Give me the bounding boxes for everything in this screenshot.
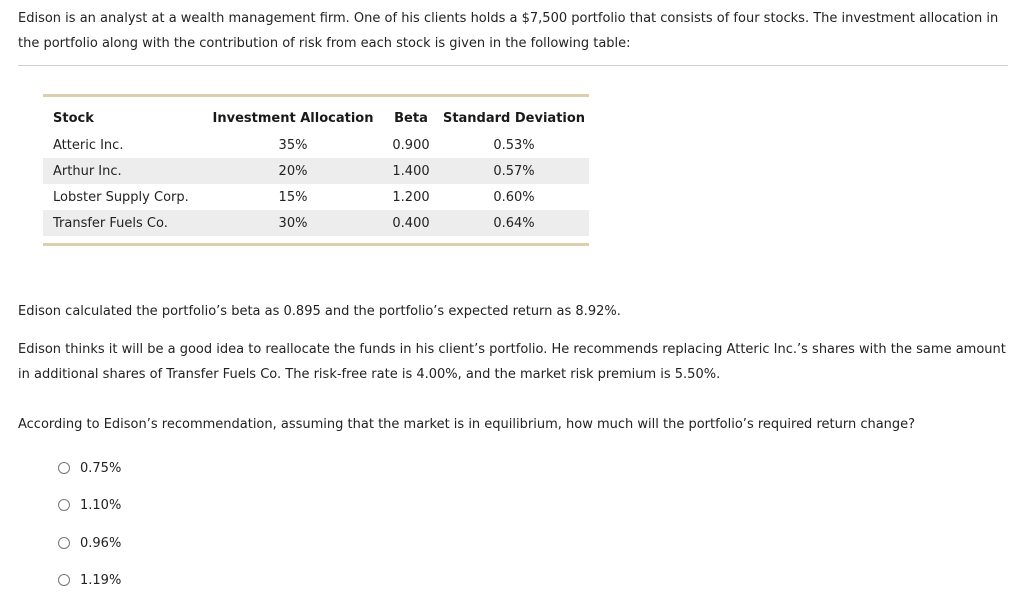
- answer-option[interactable]: [58, 495, 121, 515]
- cell-stock: Transfer Fuels Co.: [43, 210, 203, 236]
- answer-option[interactable]: [58, 570, 121, 590]
- cell-standard-deviation: 0.60%: [493, 189, 535, 205]
- cell-beta: 0.900: [392, 137, 430, 153]
- table-row: [43, 158, 589, 184]
- header-stock: Stock: [53, 110, 94, 126]
- radio-button[interactable]: [58, 574, 70, 586]
- cell-standard-deviation: 0.64%: [439, 210, 589, 236]
- intro-paragraph: Edison is an analyst at a wealth management firm. One of his clients holds a $7,500 portfolio that consists of four stocks. The investment allocation in the portfolio along with the contribution of risk from each stock is given in the following table:: [18, 11, 999, 51]
- cell-stock: Atteric Inc.: [53, 137, 124, 153]
- answer-option[interactable]: [58, 458, 121, 478]
- cell-beta: 1.400: [383, 158, 439, 184]
- cell-stock: Arthur Inc.: [43, 158, 203, 184]
- divider: [18, 65, 1008, 66]
- cell-allocation: 35%: [278, 137, 308, 153]
- answer-option[interactable]: [58, 533, 121, 553]
- portfolio-table: [43, 104, 589, 236]
- radio-button[interactable]: [58, 462, 70, 474]
- cell-allocation: 20%: [203, 158, 383, 184]
- table-row: [43, 184, 589, 210]
- beta-return-paragraph: Edison calculated the portfolio’s beta as 0.895 and the portfolio’s expected return as 8.92%.: [18, 304, 621, 319]
- header-beta: Beta: [394, 110, 428, 126]
- option-label: 1.10%: [80, 497, 122, 513]
- cell-standard-deviation: 0.53%: [493, 137, 535, 153]
- cell-allocation: 15%: [278, 189, 308, 205]
- cell-standard-deviation: 0.57%: [439, 158, 589, 184]
- cell-allocation: 30%: [203, 210, 383, 236]
- header-investment-allocation: Investment Allocation: [212, 110, 374, 126]
- table-row: [43, 132, 589, 158]
- table-row: [43, 210, 589, 236]
- radio-button[interactable]: [58, 499, 70, 511]
- cell-beta: 0.400: [383, 210, 439, 236]
- portfolio-table-container: [43, 94, 589, 246]
- question-text: According to Edison’s recommendation, assuming that the market is in equilibrium, how much will the portfolio’s required return change?: [18, 417, 916, 432]
- recommendation-paragraph: Edison thinks it will be a good idea to reallocate the funds in his client’s portfolio. He recommends replacing Atteric Inc.’s shares with the same amount in additional shares of Transfer Fuels Co. The risk-free rate is 4.00%, and the market risk premium is 5.50%.: [18, 342, 1006, 382]
- radio-button[interactable]: [58, 537, 70, 549]
- option-label: 0.96%: [80, 535, 122, 551]
- cell-stock: Lobster Supply Corp.: [53, 189, 189, 205]
- table-header-row: [43, 104, 589, 132]
- option-label: 1.19%: [80, 572, 122, 588]
- option-label: 0.75%: [80, 460, 122, 476]
- cell-beta: 1.200: [392, 189, 430, 205]
- header-standard-deviation: Standard Deviation: [442, 110, 586, 126]
